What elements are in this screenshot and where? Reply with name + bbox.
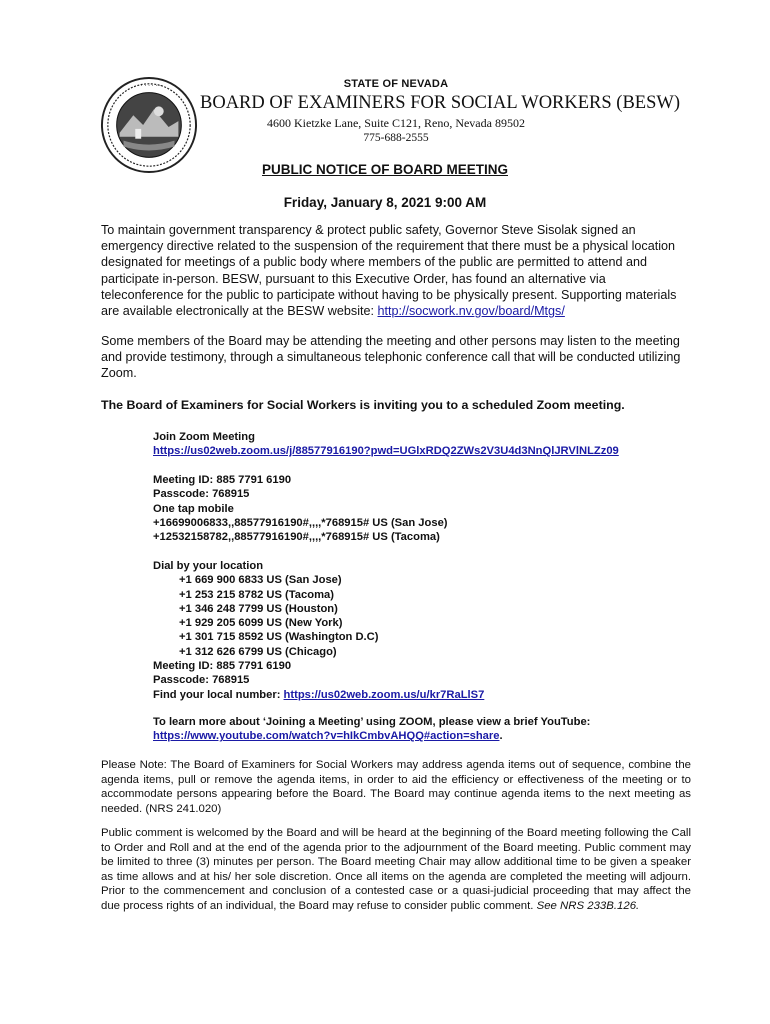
local-number-line — [153, 688, 484, 702]
dial-number[interactable]: +1 929 205 6099 US (New York) — [179, 617, 343, 630]
letterhead — [200, 78, 681, 144]
join-zoom-label: Join Zoom Meeting — [153, 431, 255, 443]
dial-label: Dial by your location — [153, 560, 264, 572]
intro-text: To maintain government transparency & protect public safety, Governor Steve Sisolak signed an emergency directive related to the suspension of the requirement that there must be a physical location designated for meetings of a public body where members of the public are permitted to attend and participate in-person. BESW, pursuant to this Executive Order, has found an alternative via teleconference for the public to participate without having to be physically present. Supporting materials are available electronically at the BESW website: — [101, 223, 677, 319]
one-tap-number[interactable]: +16699006833,,88577916190#,,,,*768915# US (San Jose) — [153, 516, 448, 529]
intro-paragraph — [101, 222, 685, 319]
dial-number[interactable]: +1 346 248 7799 US (Houston) — [179, 602, 338, 615]
youtube-period: . — [499, 730, 503, 743]
youtube-block — [153, 715, 590, 744]
board-name: BOARD OF EXAMINERS FOR SOCIAL WORKERS (BESW) — [200, 93, 681, 113]
nrs-citation: See NRS 233B.126. — [536, 899, 640, 912]
notice-title: PUBLIC NOTICE OF BOARD MEETING — [262, 162, 508, 177]
dial-number[interactable]: +1 312 626 6799 US (Chicago) — [179, 645, 337, 658]
zoom-invite-heading: The Board of Examiners for Social Workers is inviting you to a scheduled Zoom meeting. — [101, 398, 625, 412]
zoom-join-block — [153, 430, 619, 459]
dial-block — [153, 559, 484, 702]
attendance-paragraph: Some members of the Board may be attending the meeting and other persons may listen to the meeting and provide testimony, through a simultaneous telephonic conference call that will be conducted utilizing Zoom. — [101, 334, 681, 381]
public-comment-paragraph — [101, 826, 691, 914]
zoom-join-link[interactable]: https://us02web.zoom.us/j/88577916190?pwd=UGlxRDQ2ZWs2V3U4d3NnQlJRVlNLZz09 — [153, 445, 619, 458]
passcode: Passcode: 768915 — [153, 488, 250, 501]
board-address: 4600 Kietzke Lane, Suite C121, Reno, Nevada 89502 — [267, 116, 525, 130]
state-label: STATE OF NEVADA — [343, 78, 449, 90]
dial-number[interactable]: +1 669 900 6833 US (San Jose) — [179, 574, 342, 587]
meeting-date: Friday, January 8, 2021 9:00 AM — [283, 195, 487, 210]
please-note-paragraph: Please Note: The Board of Examiners for Social Workers may address agenda items out of sequence, combine the agenda items, pull or remove the agenda items, in order to aid the efficiency or effectiveness of the meeting or to accommodate persons appearing before the Board. The Board may continue agenda items to the next meeting as needed. (NRS 241.020) — [101, 759, 691, 815]
zoom-details-block — [153, 473, 448, 544]
dial-number[interactable]: +1 301 715 8592 US (Washington D.C) — [179, 631, 379, 644]
passcode-repeat: Passcode: 768915 — [153, 674, 250, 687]
one-tap-label: One tap mobile — [153, 502, 234, 515]
besw-website-link[interactable]: http://socwork.nv.gov/board/Mtgs/ — [377, 304, 565, 319]
youtube-text: To learn more about ‘Joining a Meeting’ using ZOOM, please view a brief YouTube: — [153, 716, 591, 728]
one-tap-number[interactable]: +12532158782,,88577916190#,,,,*768915# US (Tacoma) — [153, 531, 440, 544]
nevada-state-seal-icon — [100, 76, 198, 174]
dial-number[interactable]: +1 253 215 8782 US (Tacoma) — [179, 588, 334, 601]
public-comment-text: Public comment is welcomed by the Board and will be heard at the beginning of the Board meeting following the Call to Order and Roll and at the end of the agenda prior to the adjournment of the Board meeting. Public comment may be limited to three (3) minutes per person. The Board meeting Chair may allow additional time to be given a speaker as time allows and at his/ her sole discretion. Once all items on the agenda are completed the meeting will adjourn. Prior to the commencement and conclusion of a contested case or a quasi-judicial proceeding that may affect the due process rights of an individual, the Board may refuse to consider public comment. — [101, 827, 691, 912]
local-number-link[interactable]: https://us02web.zoom.us/u/kr7RaLlS7 — [283, 688, 485, 701]
youtube-link[interactable]: https://www.youtube.com/watch?v=hIkCmbvAHQQ#action=share — [153, 730, 500, 743]
local-number-label: Find your local number: — [153, 688, 284, 701]
meeting-id: Meeting ID: 885 7791 6190 — [153, 474, 292, 486]
meeting-id-repeat: Meeting ID: 885 7791 6190 — [153, 660, 292, 673]
board-phone: 775-688-2555 — [363, 132, 429, 144]
svg-text:· · · · · · ·: · · · · · · · — [136, 83, 162, 90]
